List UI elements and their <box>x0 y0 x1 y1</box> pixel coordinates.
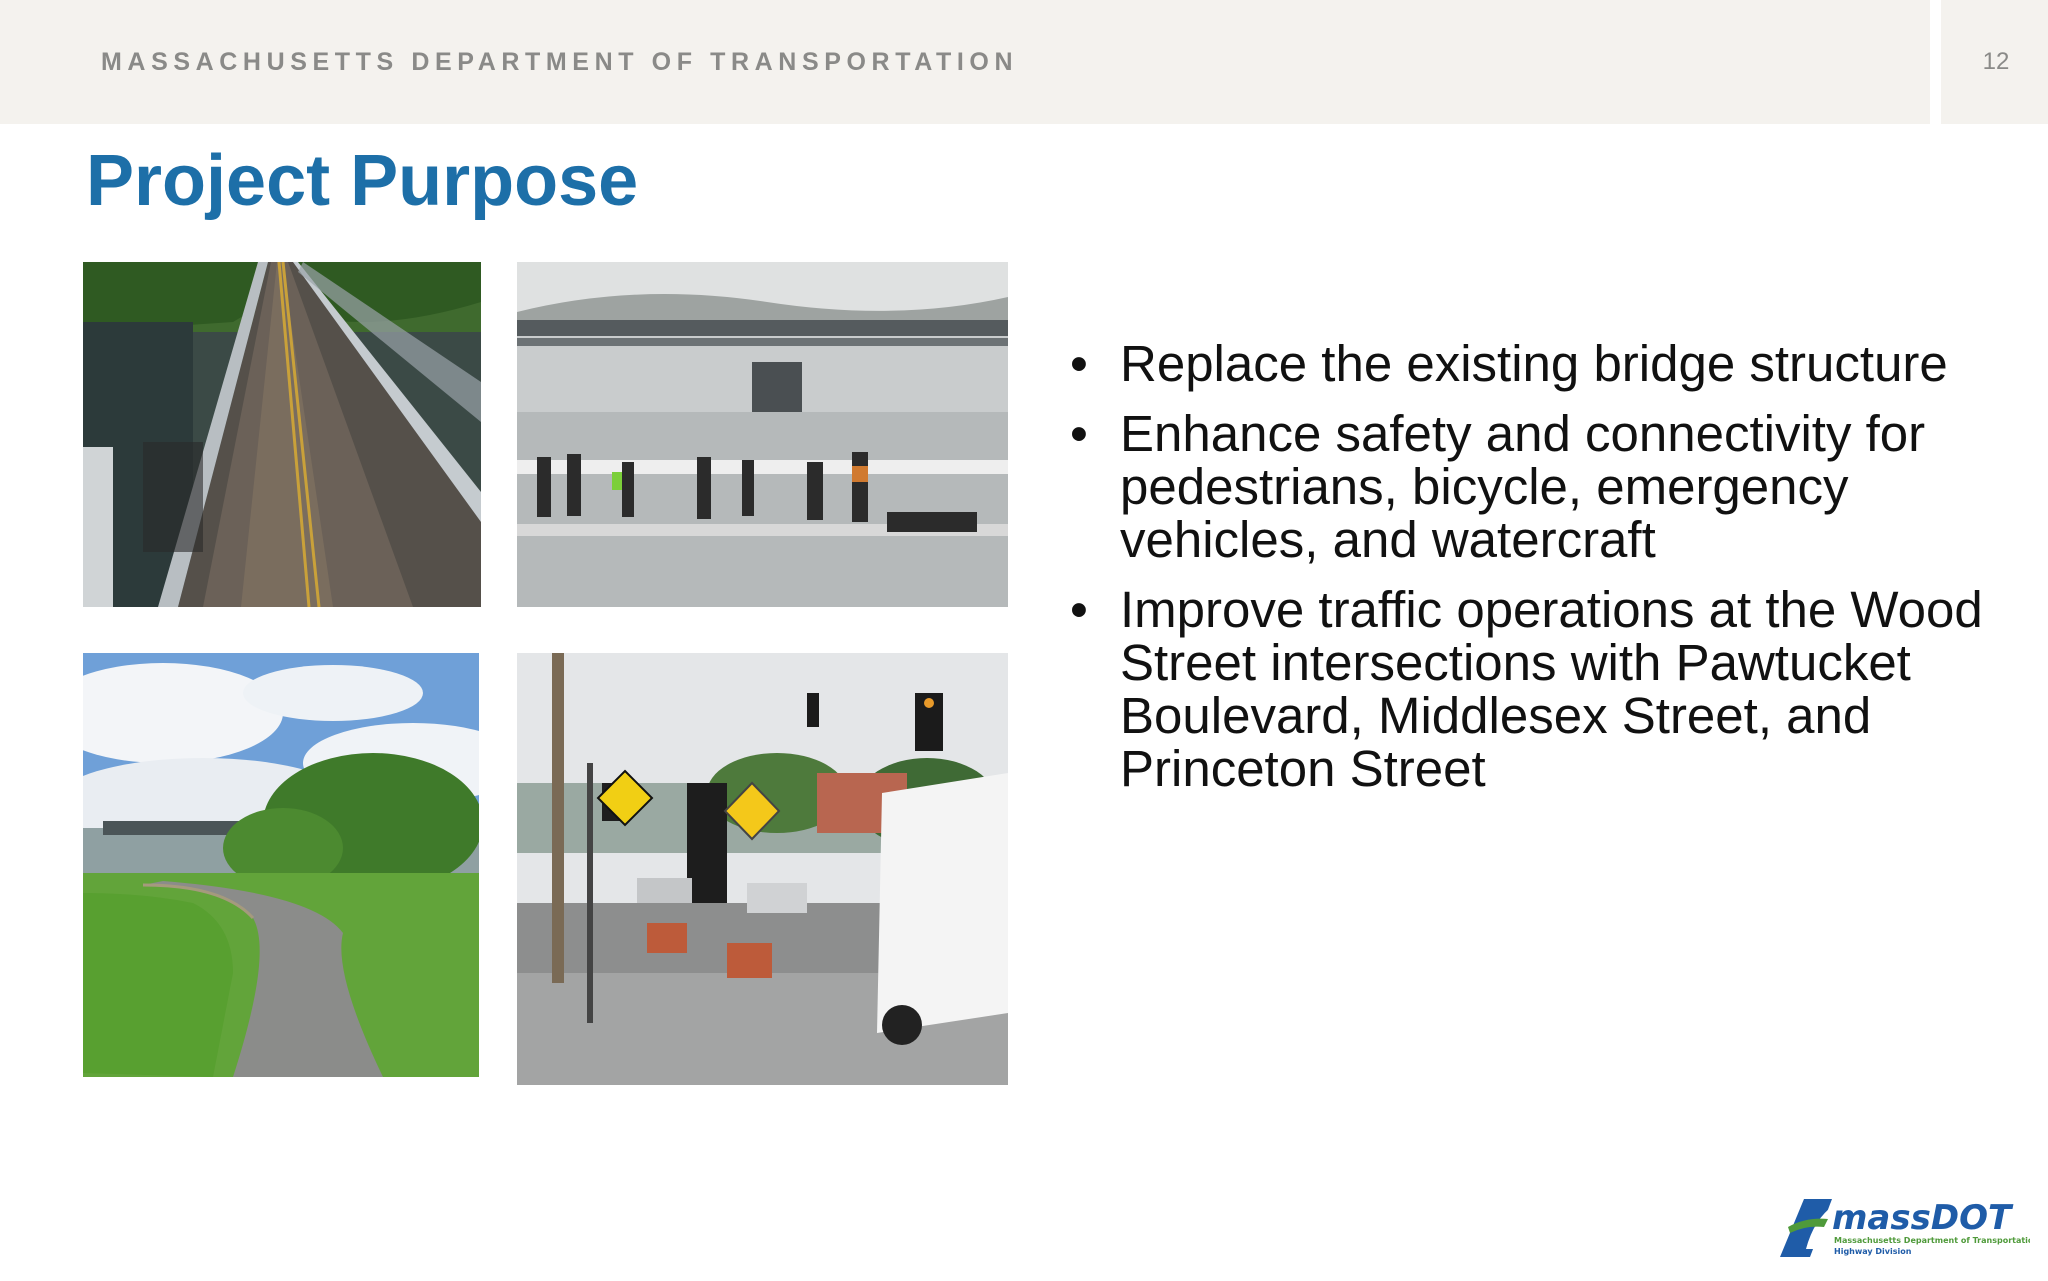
organization-name: MASSACHUSETTS DEPARTMENT OF TRANSPORTATION <box>101 48 1019 76</box>
logo-line2: Highway Division <box>1834 1247 1912 1256</box>
bike-path-photo <box>83 653 479 1077</box>
rowing-dock-photo <box>517 262 1008 607</box>
bridge-deck-photo <box>83 262 481 607</box>
massdot-logo <box>1776 1197 2030 1261</box>
bullet-marker: • <box>1070 405 1088 462</box>
bullet-marker: • <box>1070 581 1088 638</box>
logo-line1: Massachusetts Department of Transportation <box>1834 1236 2030 1245</box>
bullet-list <box>1065 337 1995 812</box>
bullet-replace-bridge <box>1065 337 1995 390</box>
bullet-text: Improve traffic operations at the Wood Street intersections with Pawtucket Boulevard, Middlesex Street, and Princeton Street <box>1120 581 1983 797</box>
page-number: 12 <box>1982 48 2010 75</box>
bullet-improve-traffic <box>1065 583 1995 795</box>
logo-brand-text: massDOT <box>1832 1198 2012 1238</box>
bullet-text: Replace the existing bridge structure <box>1120 335 1948 392</box>
bullet-enhance-safety <box>1065 407 1995 566</box>
slide-title: Project Purpose <box>86 141 639 221</box>
bullet-text: Enhance safety and connectivity for pedestrians, bicycle, emergency vehicles, and watercraft <box>1120 405 1926 568</box>
intersection-photo <box>517 653 1008 1085</box>
bullet-marker: • <box>1070 335 1088 392</box>
